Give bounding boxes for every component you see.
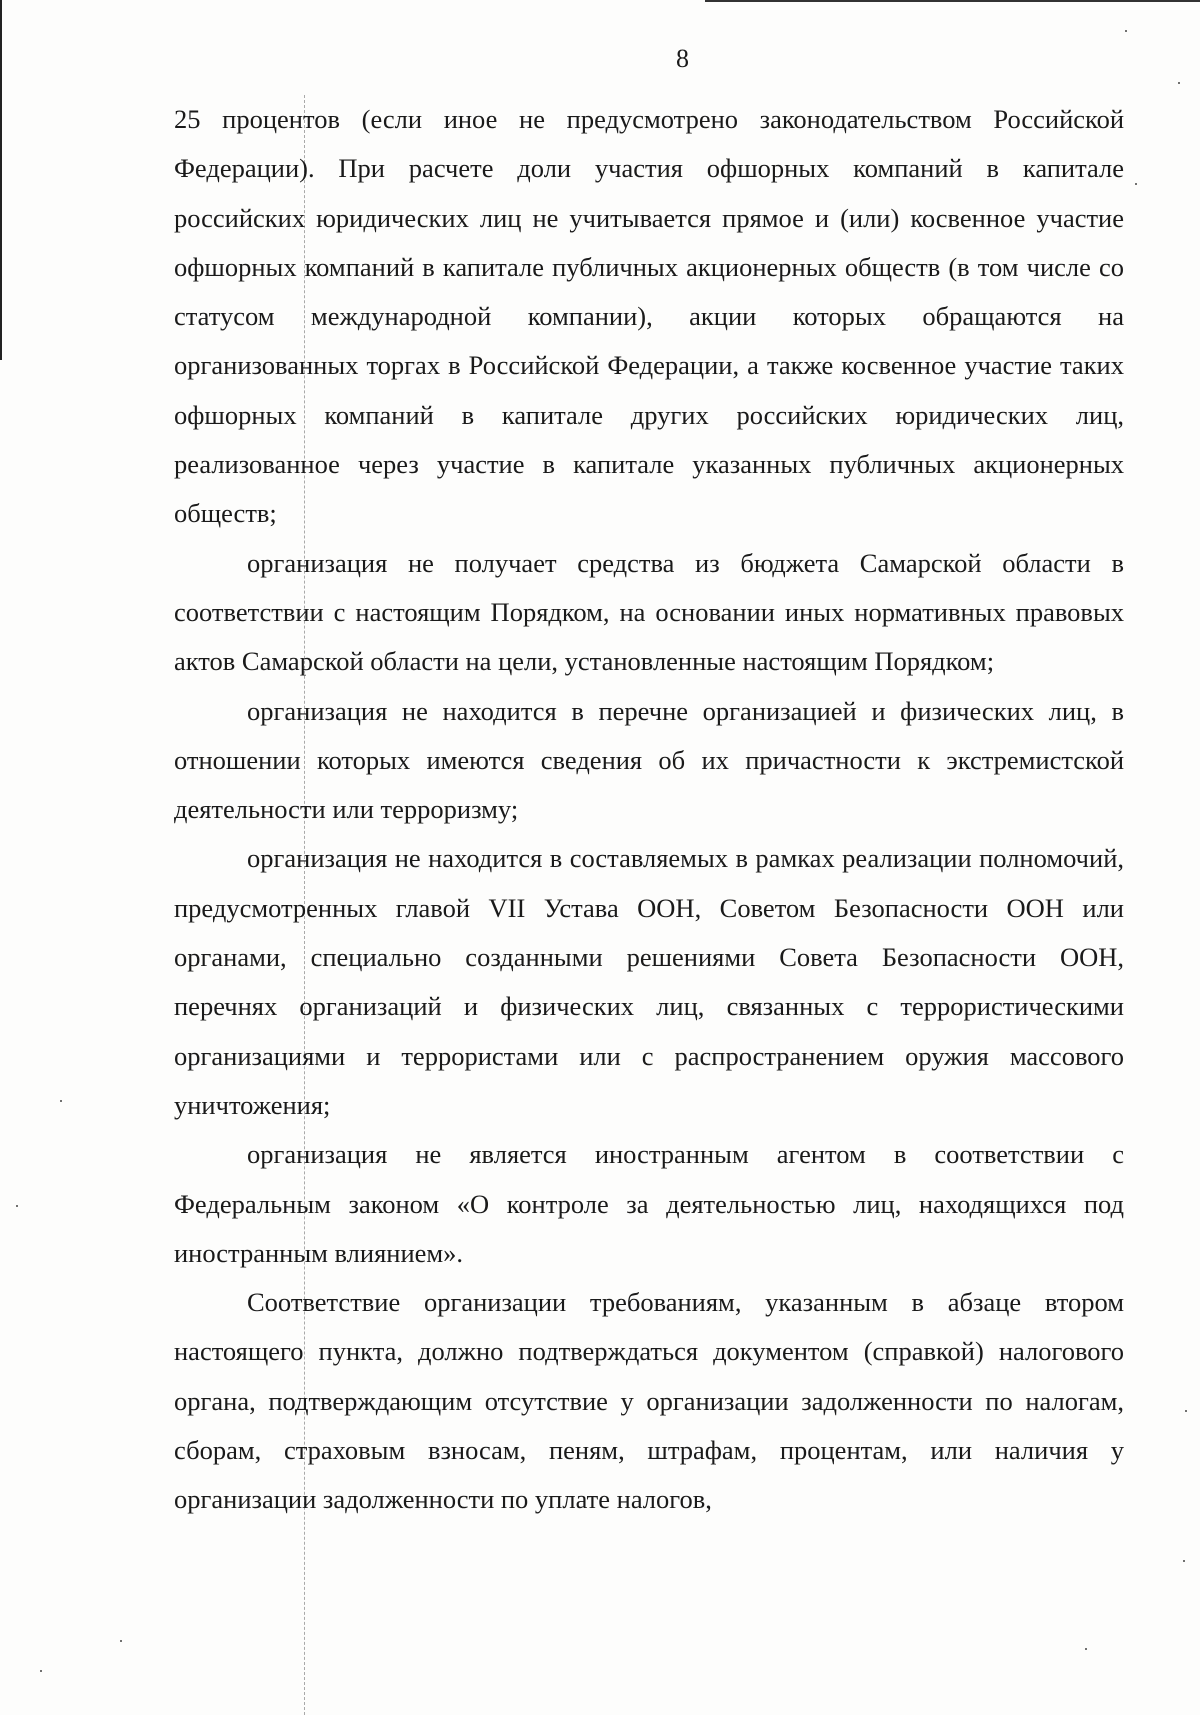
paragraph: Соответствие организации требованиям, указанным в абзаце втором настоящего пункта, должно подтверждаться документом (справкой) налогового органа, подтверждающим отсутствие у организации задолженности по налогам, сборам, страховым взносам, пеням, штрафам, процентам, или наличия у организации задолженности по уплате налогов, xyxy=(174,1287,1124,1515)
paragraph: организация не находится в составляемых в рамках реализации полномочий, предусмотренных главой VII Устава ООН, Советом Безопасности ООН или органами, специально созданными решениями Совета Безопасности ООН, перечнях организаций и физических лиц, связанных с террористическими организациями и террористами или с распространением оружия массового уничтожения; xyxy=(174,843,1124,1120)
scan-speck xyxy=(120,1640,122,1642)
paragraph: организация не находится в перечне организацией и физических лиц, в отношении которых имеются сведения об их причастности к экстремистской деятельности или терроризму; xyxy=(174,695,1124,825)
scan-speck xyxy=(1183,1560,1185,1562)
paragraph: организация не получает средства из бюджета Самарской области в соответствии с настоящим Порядком, на основании иных нормативных правовых актов Самарской области на цели, установленные настоящим Порядком; xyxy=(174,547,1124,677)
paragraph: организация не является иностранным агентом в соответствии с Федеральным законом «О контроле за деятельностью лиц, находящихся под иностранным влиянием». xyxy=(174,1139,1124,1268)
scan-speck xyxy=(1085,1648,1087,1650)
scan-speck xyxy=(1135,183,1137,185)
scan-speck xyxy=(60,1100,62,1102)
scan-speck xyxy=(1178,82,1180,84)
scan-speck xyxy=(16,1205,18,1207)
page-number: 8 xyxy=(676,44,689,73)
document-body xyxy=(174,95,1124,1525)
scan-top-rule xyxy=(705,0,1200,2)
scan-speck xyxy=(40,1670,42,1672)
scan-speck xyxy=(1125,30,1127,32)
paragraph: 25 процентов (если иное не предусмотрено законодательством Российской Федерации). При расчете доли участия офшорных компаний в капитале российских юридических лиц не учитывается прямое и (или) косвенное участие офшорных компаний в капитале публичных акционерных обществ (в том числе со статусом международной компании), акции которых обращаются на организованных торгах в Российской Федерации, а также косвенное участие таких офшорных компаний в капитале других российских юридических лиц, реализованное через участие в капитале указанных публичных акционерных обществ; xyxy=(174,104,1124,529)
scan-speck xyxy=(1185,1410,1187,1412)
